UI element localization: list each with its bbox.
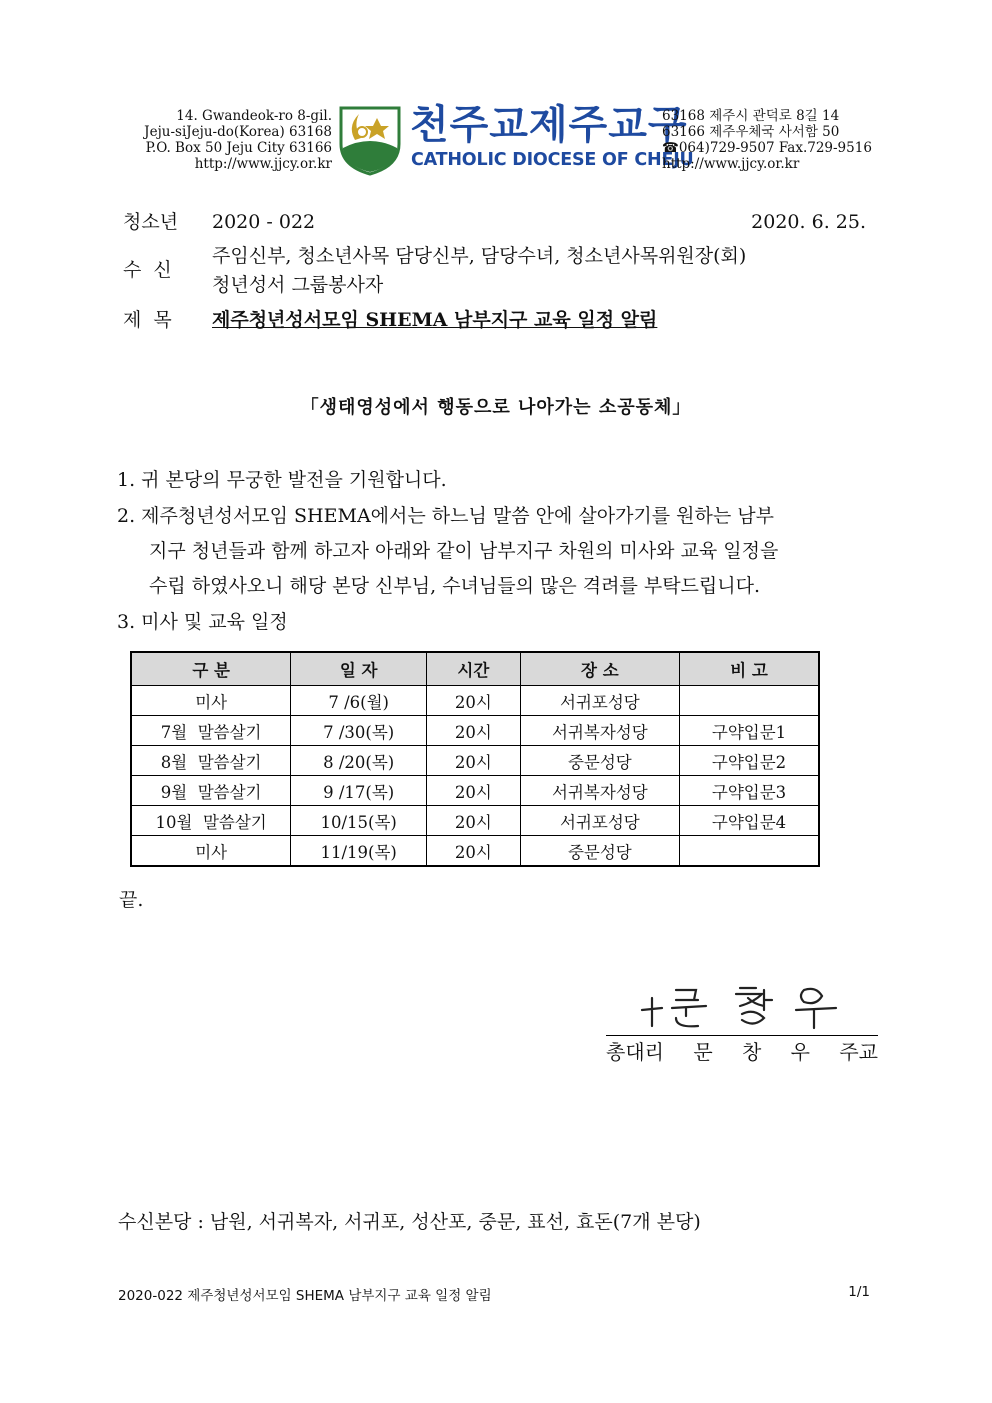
diocese-crest-logo [337,104,403,176]
signatory-part: 주교 [839,1040,878,1064]
address-right-line: 63166 제주우체국 사서함 50 [662,124,840,140]
subject-title: 제주청년성서모임 SHEMA 남부지구 교육 일정 알림 [212,309,658,331]
table-cell: 20시 [427,716,521,746]
table-cell: 중문성당 [520,746,679,776]
column-header: 비 고 [680,652,819,686]
address-left-line: Jeju-siJeju-do(Korea) 63168 [144,124,332,140]
org-name-korean: 천주교제주교구 [410,102,688,148]
table-cell: 8월 말씀살기 [131,746,291,776]
recipient-line: 주임신부, 청소년사목 담당신부, 담당수녀, 청소년사목위원장(회) [212,245,747,267]
table-cell: 20시 [427,806,521,836]
table-cell [680,686,819,716]
schedule-table [130,651,820,867]
doc-number: 2020 - 022 [212,211,316,233]
table-cell: 20시 [427,746,521,776]
table-header-row [131,652,819,686]
table-cell: 7 /6(월) [291,686,427,716]
signatory-part: 문 [693,1040,713,1064]
table-cell: 7 /30(목) [291,716,427,746]
dept-label: 청소년 [123,211,179,233]
slogan: 「생태영성에서 행동으로 나아가는 소공동체」 [300,397,692,418]
address-left-line: http://www.jjcy.or.kr [194,156,332,172]
table-cell: 9 /17(목) [291,776,427,806]
paragraph-2-line: 2. 제주청년성서모임 SHEMA에서는 하느님 말씀 안에 살아가기를 원하는 남부 [117,505,774,527]
table-row [131,806,819,836]
paragraph-1: 1. 귀 본당의 무궁한 발전을 기원합니다. [117,469,447,491]
table-row [131,716,819,746]
handwritten-signature [636,980,846,1032]
table-row [131,836,819,867]
table-cell: 서귀복자성당 [520,716,679,746]
signatory-title [606,1036,878,1065]
table-cell: 10/15(목) [291,806,427,836]
footer-doc-title: 2020-022 제주청년성서모임 SHEMA 남부지구 교육 일정 알림 [118,1288,492,1304]
address-left-line: P.O. Box 50 Jeju City 63166 [145,140,332,156]
table-cell: 20시 [427,776,521,806]
table-cell: 미사 [131,686,291,716]
recipient-label: 수 신 [123,259,172,281]
end-mark: 끝. [119,889,144,911]
table-cell: 구약입문2 [680,746,819,776]
table-cell: 구약입문4 [680,806,819,836]
table-row [131,686,819,716]
address-right-line: ☎064)729-9507 Fax.729-9516 [662,140,872,156]
recipient-line: 청년성서 그룹봉사자 [212,274,384,296]
subject-label: 제 목 [123,309,172,331]
address-right-line: 63168 제주시 관덕로 8길 14 [662,108,840,124]
table-row [131,746,819,776]
address-right-line: http://www.jjcy.or.kr [662,156,800,172]
table-cell: 구약입문3 [680,776,819,806]
column-header: 시간 [427,652,521,686]
table-cell [680,836,819,867]
table-cell: 11/19(목) [291,836,427,867]
address-right [662,108,882,172]
page-number: 1/1 [848,1284,870,1300]
signatory-part: 창 [741,1040,762,1064]
table-cell: 9월 말씀살기 [131,776,291,806]
column-header: 장 소 [520,652,679,686]
table-cell: 20시 [427,686,521,716]
doc-date: 2020. 6. 25. [751,211,866,233]
table-cell: 8 /20(목) [291,746,427,776]
table-cell: 10월 말씀살기 [131,806,291,836]
column-header: 일 자 [291,652,427,686]
table-cell: 서귀복자성당 [520,776,679,806]
org-name-english: CATHOLIC DIOCESE OF CHEJU [411,150,694,170]
paragraph-3: 3. 미사 및 교육 일정 [117,611,288,633]
recipient-parishes: 수신본당 : 남원, 서귀복자, 서귀포, 성산포, 중문, 표선, 효돈(7개 본당) [118,1211,701,1233]
table-row [131,776,819,806]
paragraph-2-line: 지구 청년들과 함께 하고자 아래와 같이 남부지구 차원의 미사와 교육 일정을 [149,540,779,562]
address-left-line: 14. Gwandeok-ro 8-gil. [176,108,332,124]
table-cell: 7월 말씀살기 [131,716,291,746]
signatory-part: 우 [790,1040,810,1064]
paragraph-2-line: 수립 하였사오니 해당 본당 신부님, 수녀님들의 많은 격려를 부탁드립니다. [149,575,761,597]
table-cell: 20시 [427,836,521,867]
table-cell: 서귀포성당 [520,686,679,716]
page-footer [118,1284,870,1304]
table-cell: 구약입문1 [680,716,819,746]
column-header: 구 분 [131,652,291,686]
table-cell: 서귀포성당 [520,806,679,836]
address-left [128,108,332,172]
table-cell: 중문성당 [520,836,679,867]
signatory-part: 총대리 [606,1040,664,1064]
table-cell: 미사 [131,836,291,867]
